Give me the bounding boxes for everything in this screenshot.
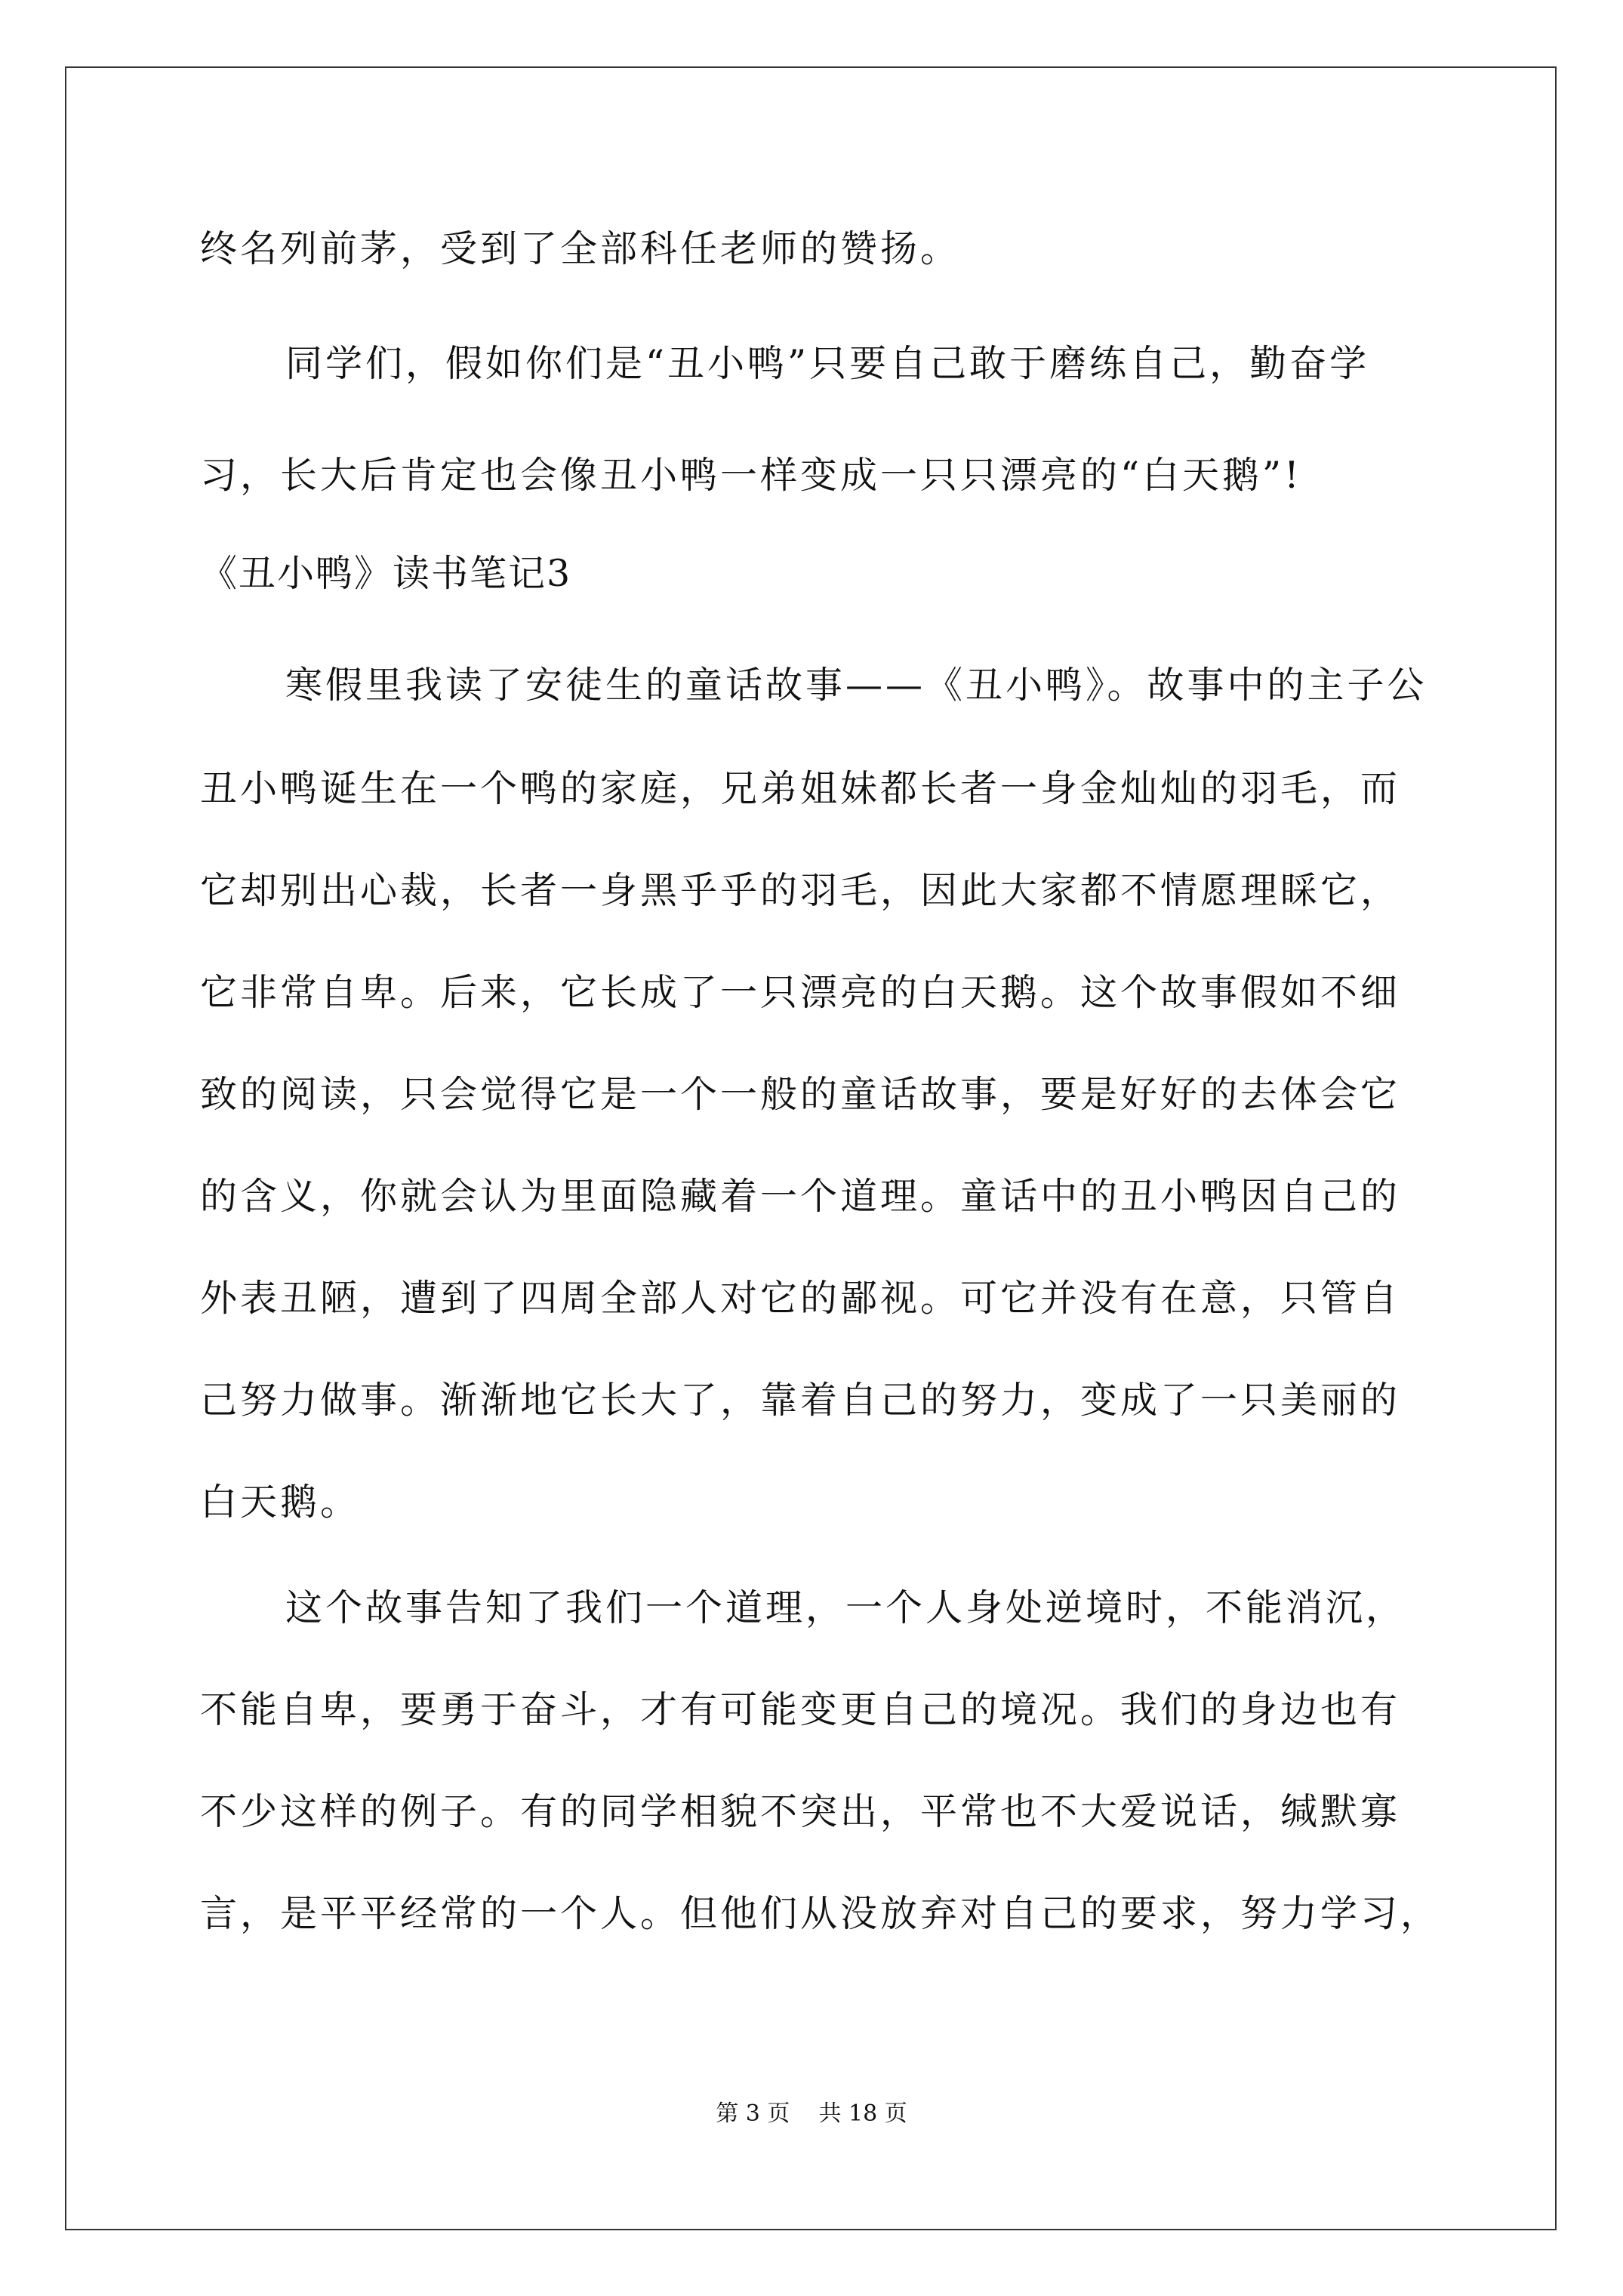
paragraph-start: 这个故事告知了我们一个道理，一个人身处逆境时，不能消沉， (285, 1586, 1406, 1629)
text-line: 外表丑陋，遭到了四周全部人对它的鄙视。可它并没有在意，只管自 (200, 1277, 1401, 1320)
text-line: 习，长大后肯定也会像丑小鸭一样变成一只只漂亮的“白天鹅”! (200, 454, 1302, 497)
section-heading: 《丑小鸭》读书笔记3 (200, 552, 572, 595)
paragraph-start: 寒假里我读了安徒生的童话故事——《丑小鸭》。故事中的主子公 (285, 664, 1427, 707)
text-line: 不能自卑，要勇于奋斗，才有可能变更自己的境况。我们的身边也有 (200, 1688, 1401, 1731)
text-line: 它非常自卑。后来，它长成了一只漂亮的白天鹅。这个故事假如不细 (200, 971, 1401, 1014)
text-line: 它却别出心裁，长者一身黑乎乎的羽毛，因此大家都不情愿理睬它， (200, 869, 1401, 912)
text-line: 的含义，你就会认为里面隐藏着一个道理。童话中的丑小鸭因自己的 (200, 1175, 1401, 1218)
text-line: 言，是平平经常的一个人。但他们从没放弃对自己的要求，努力学习， (200, 1892, 1441, 1935)
text-line: 不少这样的例子。有的同学相貌不突出，平常也不大爱说话，缄默寡 (200, 1790, 1401, 1833)
text-line: 致的阅读，只会觉得它是一个一般的童话故事，要是好好的去体会它 (200, 1073, 1401, 1116)
paragraph-start: 同学们，假如你们是“丑小鸭”只要自己敢于磨练自己，勤奋学 (285, 342, 1370, 385)
page-footer: 第 3 页 共 18 页 (716, 2100, 907, 2127)
text-line: 终名列前茅，受到了全部科任老师的赞扬。 (200, 227, 961, 270)
text-line: 己努力做事。渐渐地它长大了，靠着自己的努力，变成了一只美丽的 (200, 1379, 1401, 1422)
text-line: 白天鹅。 (200, 1481, 361, 1524)
text-line: 丑小鸭诞生在一个鸭的家庭，兄弟姐妹都长者一身金灿灿的羽毛，而 (200, 767, 1401, 810)
